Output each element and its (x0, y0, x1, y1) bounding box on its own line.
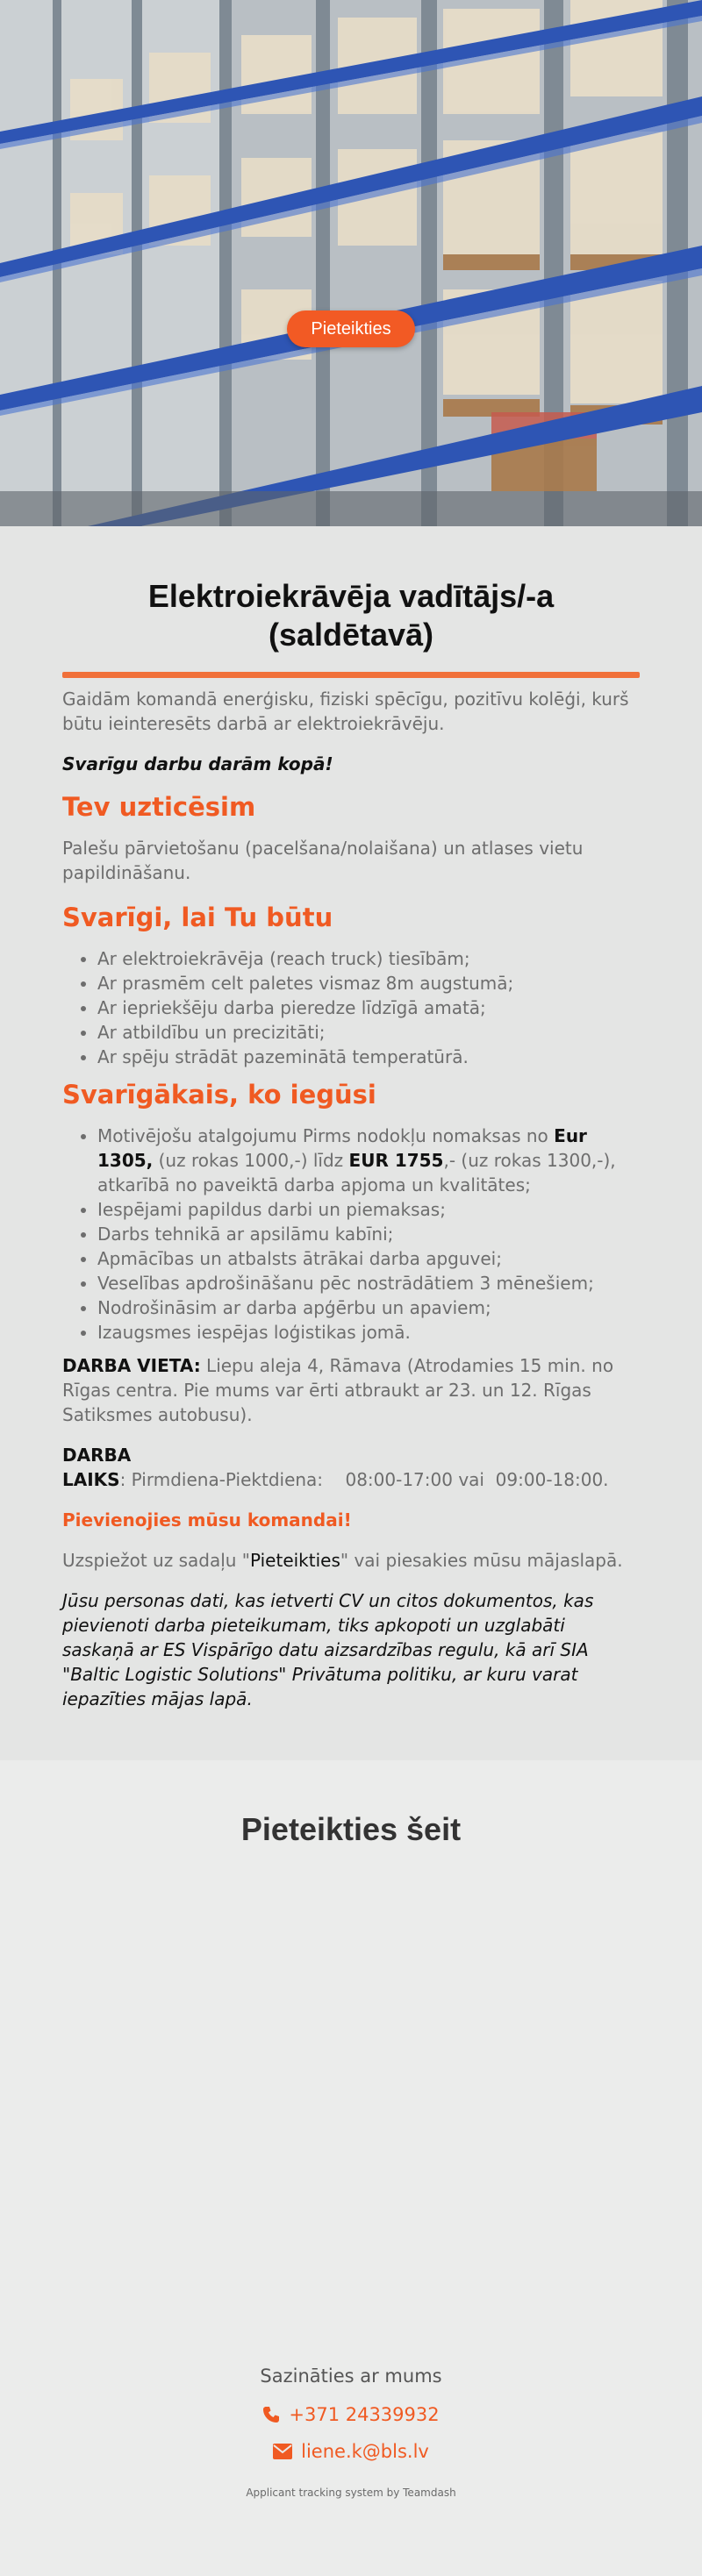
requirements-heading: Svarīgi, lai Tu būtu (62, 903, 333, 932)
trust-heading: Tev uzticēsim (62, 792, 256, 822)
job-intro: Gaidām komandā enerģisku, fiziski spēcīgu, pozitīvu kolēģi, kurš būtu ieinteresēts darbā ar elektroiekrāvēju. (62, 689, 629, 734)
work-location (62, 1353, 640, 1427)
work-location-label: DARBA VIETA: (62, 1355, 201, 1376)
salary-text-3: ,- (uz rokas 1300,-), atkarībā no paveiktā darba apjoma un kvalitātes; (97, 1150, 616, 1195)
list-item: • Ar iepriekšēju darba pieredze līdzīgā amatā; (97, 995, 640, 1020)
salary-text-2: (uz rokas 1000,-) līdz (153, 1150, 349, 1171)
hero-banner (0, 0, 702, 526)
list-item: • Apmācības un atbalsts ātrākai darba apguvei; (97, 1246, 640, 1271)
benefits-list (97, 1124, 640, 1345)
ats-footer[interactable]: Applicant tracking system by Teamdash (246, 2487, 456, 2499)
salary-item (97, 1124, 640, 1197)
apply-hint-text-2: " vai piesakies mūsu mājaslapā. (340, 1550, 623, 1571)
work-hours (62, 1443, 640, 1492)
apply-hint (62, 1548, 640, 1573)
email-address[interactable]: liene.k@bls.lv (301, 2441, 429, 2462)
contact-section (0, 2357, 702, 2576)
apply-heading: Pieteikties šeit (240, 1811, 462, 1847)
work-hours-label: DARBA LAIKS (62, 1445, 132, 1490)
email-link[interactable] (0, 2441, 702, 2462)
salary-amount-min: Eur 1305, (97, 1125, 587, 1171)
hero-apply-button[interactable]: Pieteikties (287, 310, 415, 347)
join-team-text: Pievienojies mūsu komandai! (62, 1509, 352, 1531)
warehouse-shelves-image (0, 0, 702, 526)
phone-number[interactable]: +371 24339932 (289, 2404, 440, 2425)
salary-amount-max: EUR 1755 (348, 1150, 444, 1171)
trust-text: Palešu pārvietošanu (pacelšana/nolaišana) un atlases vietu papildināšanu. (62, 838, 584, 883)
job-tagline: Svarīgu darbu darām kopā! (62, 753, 333, 774)
list-item: • Ar elektroiekrāvēja (reach truck) tiesībām; (97, 946, 640, 971)
job-description (0, 526, 702, 1760)
job-title: Elektroiekrāvēja vadītājs/-a (saldētavā) (147, 578, 555, 653)
phone-link[interactable] (0, 2404, 702, 2425)
list-item: • Darbs tehnikā ar apsilāmu kabīni; (97, 1222, 640, 1246)
work-hours-text: : Pirmdiena-Piektdiena: 08:00-17:00 vai 09:00-18:00. (119, 1469, 609, 1490)
phone-icon (262, 2406, 280, 2423)
list-item: • Iespējami papildus darbi un piemaksas; (97, 1197, 640, 1222)
apply-hint-text-1: Uzspiežot uz sadaļu " (62, 1550, 250, 1571)
apply-section (0, 1760, 702, 2357)
privacy-notice: Jūsu personas dati, kas ietverti CV un citos dokumentos, kas pievienoti darba pieteikumam, tiks apkopoti un uzglabāti saskaņā ar ES Vispārīgo datu aizsardzības regulu, kā arī SIA "Baltic Logistic Solutions" Privātuma politiku, ar kuru varat iepazīties mājas lapā. (62, 1590, 594, 1709)
benefits-heading: Svarīgākais, ko iegūsi (62, 1080, 376, 1110)
work-location-text: Liepu aleja 4, Rāmava (Atrodamies 15 min. no Rīgas centra. Pie mums var ērti atbraukt ar 23. un 12. Rīgas Satiksmes autobusu). (62, 1355, 614, 1425)
contact-title: Sazināties ar mums (260, 2365, 442, 2387)
list-item: • Izaugsmes iespējas loģistikas jomā. (97, 1320, 640, 1345)
list-item: • Nodrošināsim ar darba apģērbu un apaviem; (97, 1295, 640, 1320)
salary-text-1: Motivējošu atalgojumu Pirms nodokļu nomaksas no (97, 1125, 555, 1146)
list-item: • Ar prasmēm celt paletes vismaz 8m augstumā; (97, 971, 640, 995)
list-item: • Ar spēju strādāt pazeminātā temperatūrā. (97, 1045, 640, 1069)
apply-hint-link[interactable]: Pieteikties (250, 1550, 340, 1571)
title-divider (62, 672, 640, 678)
list-item: • Veselības apdrošināšanu pēc nostrādātiem 3 mēnešiem; (97, 1271, 640, 1295)
list-item: • Ar atbildību un precizitāti; (97, 1020, 640, 1045)
requirements-list (97, 946, 640, 1069)
envelope-icon (273, 2444, 292, 2459)
